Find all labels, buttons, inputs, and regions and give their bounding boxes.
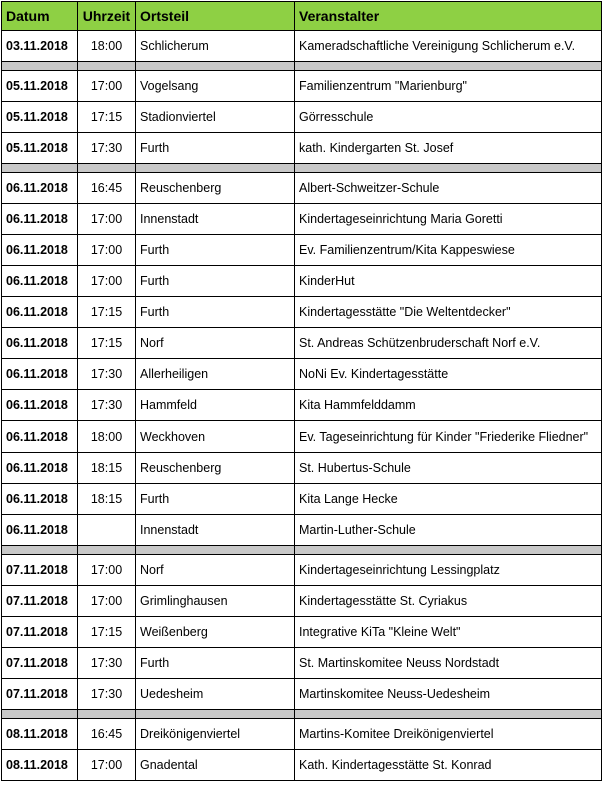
time-cell: 18:15: [78, 484, 136, 515]
separator-cell: [136, 710, 295, 719]
district-cell: Weckhoven: [136, 421, 295, 453]
table-row: [2, 719, 602, 750]
district-cell: Furth: [136, 297, 295, 328]
organizer-cell: Kindertagesstätte St. Cyriakus: [295, 586, 602, 617]
table-row: [2, 204, 602, 235]
header-date: Datum: [2, 2, 78, 31]
district-cell: Allerheiligen: [136, 359, 295, 390]
organizer-cell: Albert-Schweitzer-Schule: [295, 173, 602, 204]
time-cell: 17:30: [78, 679, 136, 710]
table-row: [2, 679, 602, 710]
separator-cell: [295, 710, 602, 719]
date-cell: 08.11.2018: [2, 750, 78, 781]
district-cell: Stadionviertel: [136, 102, 295, 133]
organizer-cell: Ev. Tageseinrichtung für Kinder "Friederike Fliedner": [295, 421, 602, 453]
date-cell: 05.11.2018: [2, 102, 78, 133]
date-cell: 06.11.2018: [2, 204, 78, 235]
header-row: [2, 2, 602, 31]
time-cell: 18:15: [78, 453, 136, 484]
header-organizer: Veranstalter: [295, 2, 602, 31]
time-cell: 18:00: [78, 31, 136, 62]
date-cell: 06.11.2018: [2, 266, 78, 297]
organizer-cell: Kita Hammfelddamm: [295, 390, 602, 421]
table-row: [2, 133, 602, 164]
schedule-table: [1, 1, 602, 781]
district-cell: Gnadental: [136, 750, 295, 781]
separator-cell: [2, 546, 78, 555]
header-district: Ortsteil: [136, 2, 295, 31]
district-cell: Vogelsang: [136, 71, 295, 102]
separator-cell: [78, 710, 136, 719]
date-group-separator: [2, 62, 602, 71]
organizer-cell: St. Martinskomitee Neuss Nordstadt: [295, 648, 602, 679]
header-time: Uhrzeit: [78, 2, 136, 31]
district-cell: Uedesheim: [136, 679, 295, 710]
separator-cell: [78, 546, 136, 555]
table-row: [2, 484, 602, 515]
organizer-cell: Kindertageseinrichtung Lessingplatz: [295, 555, 602, 586]
district-cell: Norf: [136, 328, 295, 359]
time-cell: 17:15: [78, 328, 136, 359]
table-row: [2, 617, 602, 648]
date-group-separator: [2, 164, 602, 173]
district-cell: Dreikönigenviertel: [136, 719, 295, 750]
separator-cell: [78, 164, 136, 173]
date-cell: 07.11.2018: [2, 648, 78, 679]
date-cell: 06.11.2018: [2, 173, 78, 204]
date-cell: 06.11.2018: [2, 390, 78, 421]
time-cell: 16:45: [78, 719, 136, 750]
organizer-cell: Kindertagesstätte "Die Weltentdecker": [295, 297, 602, 328]
time-cell: 17:00: [78, 204, 136, 235]
table-row: [2, 266, 602, 297]
district-cell: Innenstadt: [136, 515, 295, 546]
table-row: [2, 515, 602, 546]
separator-cell: [2, 164, 78, 173]
organizer-cell: Familienzentrum "Marienburg": [295, 71, 602, 102]
organizer-cell: Martin-Luther-Schule: [295, 515, 602, 546]
date-cell: 07.11.2018: [2, 679, 78, 710]
time-cell: [78, 515, 136, 546]
table-header: [2, 2, 602, 31]
district-cell: Furth: [136, 235, 295, 266]
district-cell: Norf: [136, 555, 295, 586]
date-cell: 06.11.2018: [2, 515, 78, 546]
time-cell: 17:00: [78, 266, 136, 297]
date-cell: 05.11.2018: [2, 133, 78, 164]
time-cell: 17:30: [78, 133, 136, 164]
date-cell: 07.11.2018: [2, 586, 78, 617]
date-group-separator: [2, 546, 602, 555]
date-cell: 06.11.2018: [2, 328, 78, 359]
district-cell: Reuschenberg: [136, 173, 295, 204]
district-cell: Schlicherum: [136, 31, 295, 62]
date-cell: 07.11.2018: [2, 555, 78, 586]
separator-cell: [2, 62, 78, 71]
date-cell: 06.11.2018: [2, 484, 78, 515]
district-cell: Furth: [136, 484, 295, 515]
time-cell: 17:00: [78, 750, 136, 781]
district-cell: Furth: [136, 133, 295, 164]
table-row: [2, 173, 602, 204]
organizer-cell: Ev. Familienzentrum/Kita Kappeswiese: [295, 235, 602, 266]
district-cell: Furth: [136, 648, 295, 679]
date-cell: 06.11.2018: [2, 359, 78, 390]
organizer-cell: Kameradschaftliche Vereinigung Schlicherum e.V.: [295, 31, 602, 62]
organizer-cell: NoNi Ev. Kindertagesstätte: [295, 359, 602, 390]
separator-cell: [136, 546, 295, 555]
organizer-cell: St. Andreas Schützenbruderschaft Norf e.V.: [295, 328, 602, 359]
organizer-cell: Kath. Kindertagesstätte St. Konrad: [295, 750, 602, 781]
organizer-cell: Görresschule: [295, 102, 602, 133]
table-row: [2, 648, 602, 679]
organizer-cell: kath. Kindergarten St. Josef: [295, 133, 602, 164]
date-group-separator: [2, 710, 602, 719]
table-row: [2, 235, 602, 266]
time-cell: 17:00: [78, 586, 136, 617]
separator-cell: [295, 164, 602, 173]
date-cell: 06.11.2018: [2, 453, 78, 484]
table-row: [2, 750, 602, 781]
table-row: [2, 453, 602, 484]
organizer-cell: Kita Lange Hecke: [295, 484, 602, 515]
time-cell: 17:00: [78, 235, 136, 266]
district-cell: Innenstadt: [136, 204, 295, 235]
separator-cell: [136, 62, 295, 71]
time-cell: 16:45: [78, 173, 136, 204]
separator-cell: [2, 710, 78, 719]
time-cell: 17:30: [78, 390, 136, 421]
organizer-cell: Kindertageseinrichtung Maria Goretti: [295, 204, 602, 235]
time-cell: 17:15: [78, 102, 136, 133]
time-cell: 18:00: [78, 421, 136, 453]
time-cell: 17:00: [78, 71, 136, 102]
table-row: [2, 71, 602, 102]
table-body: [2, 31, 602, 781]
organizer-cell: Martins-Komitee Dreikönigenviertel: [295, 719, 602, 750]
table-row: [2, 328, 602, 359]
organizer-cell: St. Hubertus-Schule: [295, 453, 602, 484]
date-cell: 05.11.2018: [2, 71, 78, 102]
time-cell: 17:30: [78, 359, 136, 390]
date-cell: 08.11.2018: [2, 719, 78, 750]
district-cell: Weißenberg: [136, 617, 295, 648]
district-cell: Grimlinghausen: [136, 586, 295, 617]
organizer-cell: Integrative KiTa "Kleine Welt": [295, 617, 602, 648]
district-cell: Furth: [136, 266, 295, 297]
table-row: [2, 102, 602, 133]
time-cell: 17:15: [78, 297, 136, 328]
date-cell: 06.11.2018: [2, 297, 78, 328]
date-cell: 06.11.2018: [2, 235, 78, 266]
table-row: [2, 359, 602, 390]
table-row: [2, 31, 602, 62]
table-row: [2, 555, 602, 586]
separator-cell: [136, 164, 295, 173]
date-cell: 03.11.2018: [2, 31, 78, 62]
table-row: [2, 390, 602, 421]
table-row: [2, 586, 602, 617]
table-row: [2, 421, 602, 453]
organizer-cell: KinderHut: [295, 266, 602, 297]
date-cell: 06.11.2018: [2, 421, 78, 453]
district-cell: Reuschenberg: [136, 453, 295, 484]
date-cell: 07.11.2018: [2, 617, 78, 648]
table-row: [2, 297, 602, 328]
separator-cell: [295, 546, 602, 555]
organizer-cell: Martinskomitee Neuss-Uedesheim: [295, 679, 602, 710]
time-cell: 17:30: [78, 648, 136, 679]
district-cell: Hammfeld: [136, 390, 295, 421]
time-cell: 17:15: [78, 617, 136, 648]
separator-cell: [295, 62, 602, 71]
time-cell: 17:00: [78, 555, 136, 586]
separator-cell: [78, 62, 136, 71]
